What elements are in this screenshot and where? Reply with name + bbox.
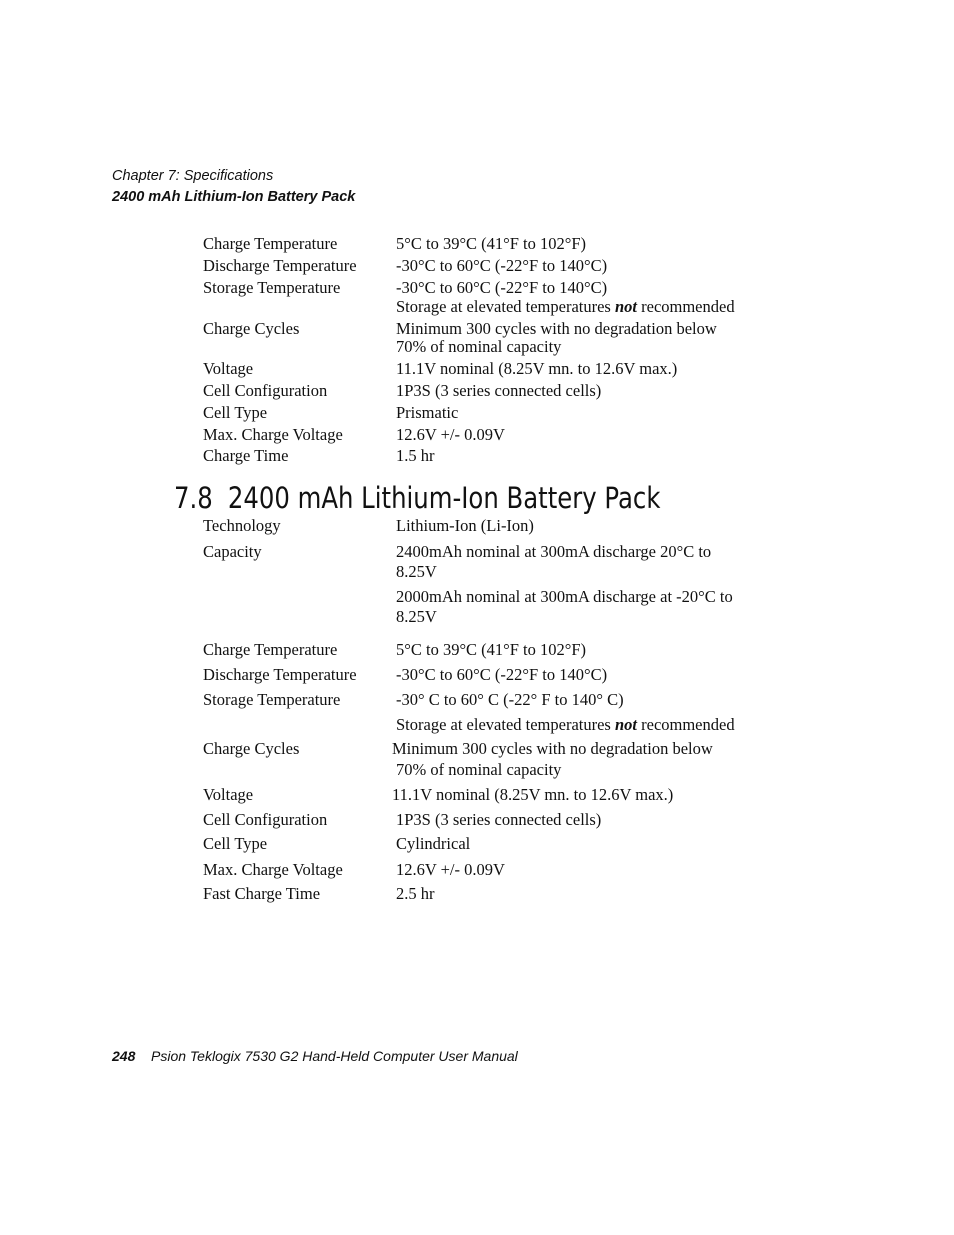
spec-value: Lithium-Ion (Li-Ion) (396, 516, 534, 535)
spec-label: Charge Cycles (203, 739, 300, 758)
spec-label: Charge Temperature (203, 640, 338, 659)
spec-value: 5°C to 39°C (41°F to 102°F) (396, 234, 587, 253)
spec-value: 5°C to 39°C (41°F to 102°F) (396, 640, 587, 659)
spec-value: 8.25V (396, 607, 437, 626)
manual-title: Psion Teklogix 7530 G2 Hand-Held Computer User Manual (151, 1048, 518, 1064)
spec-label: Fast Charge Time (203, 884, 321, 903)
spec-value: 70% of nominal capacity (396, 760, 562, 779)
page-number: 248 (112, 1048, 136, 1064)
spec-label: Cell Configuration (203, 810, 328, 829)
spec-label: Cell Type (203, 403, 268, 422)
spec-value: 2000mAh nominal at 300mA discharge at -20°C to (396, 587, 733, 606)
spec-label: Discharge Temperature (203, 665, 357, 684)
section-title: 2400 mAh Lithium-Ion Battery Pack (227, 481, 661, 515)
spec-label: Discharge Temperature (203, 256, 357, 275)
spec-label: Storage Temperature (203, 278, 341, 297)
spec-value: 70% of nominal capacity (396, 337, 562, 356)
note-text: Storage at elevated temperatures (396, 297, 615, 316)
spec-value: 8.25V (396, 562, 437, 581)
spec-value: -30°C to 60°C (-22°F to 140°C) (396, 278, 608, 297)
spec-value: 2400mAh nominal at 300mA discharge 20°C to (396, 542, 712, 561)
spec-label: Charge Time (203, 446, 289, 465)
spec-value: -30°C to 60°C (-22°F to 140°C) (396, 256, 608, 275)
spec-value: Minimum 300 cycles with no degradation below (392, 739, 713, 758)
spec-label: Voltage (203, 359, 254, 378)
spec-value: -30°C to 60°C (-22°F to 140°C) (396, 665, 608, 684)
spec-note (396, 715, 735, 735)
spec-note (396, 297, 735, 317)
spec-label: Charge Temperature (203, 234, 338, 253)
spec-value: 12.6V +/- 0.09V (396, 860, 505, 879)
spec-label: Charge Cycles (203, 319, 300, 338)
section-heading (174, 478, 660, 518)
note-emphasis: not (614, 715, 637, 734)
running-header-chapter: Chapter 7: Specifications (112, 168, 274, 184)
spec-value: Cylindrical (396, 834, 471, 853)
spec-label: Voltage (203, 785, 254, 804)
note-text: Storage at elevated temperatures (396, 715, 615, 734)
spec-label: Storage Temperature (203, 690, 341, 709)
spec-value: 12.6V +/- 0.09V (396, 425, 505, 444)
note-emphasis: not (614, 297, 637, 316)
spec-label: Technology (203, 516, 281, 535)
spec-label: Capacity (203, 542, 262, 561)
spec-label: Cell Type (203, 834, 268, 853)
spec-value: Minimum 300 cycles with no degradation below (396, 319, 717, 338)
note-text: recommended (637, 297, 735, 316)
spec-value: Prismatic (396, 403, 459, 422)
note-text: recommended (637, 715, 735, 734)
spec-value: 11.1V nominal (8.25V mn. to 12.6V max.) (396, 359, 678, 378)
running-header-section: 2400 mAh Lithium-Ion Battery Pack (112, 189, 356, 205)
spec-value: 1.5 hr (396, 446, 435, 465)
spec-value: 1P3S (3 series connected cells) (396, 381, 602, 400)
spec-value: -30° C to 60° C (-22° F to 140° C) (396, 690, 624, 709)
spec-value: 2.5 hr (396, 884, 435, 903)
spec-value: 11.1V nominal (8.25V mn. to 12.6V max.) (392, 785, 674, 804)
spec-label: Max. Charge Voltage (203, 860, 343, 879)
spec-label: Cell Configuration (203, 381, 328, 400)
section-number: 7.8 (174, 481, 213, 515)
spec-value: 1P3S (3 series connected cells) (396, 810, 602, 829)
spec-label: Max. Charge Voltage (203, 425, 343, 444)
